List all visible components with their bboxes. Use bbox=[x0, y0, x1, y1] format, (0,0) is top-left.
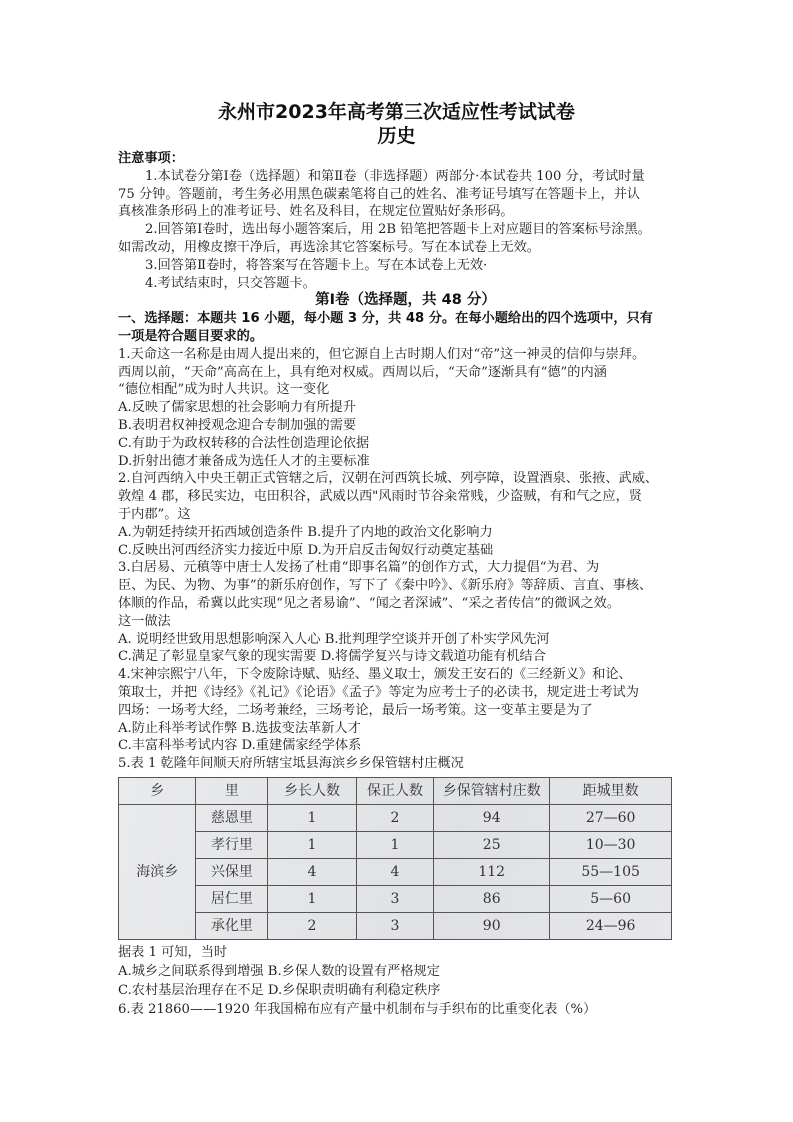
notice-line: 75 分钟。答题前，考生务必用黑色碳素笔将自己的姓名、准考证号填写在答题卡上，并认 bbox=[118, 186, 641, 202]
notice-list bbox=[118, 168, 693, 293]
table-cell: 1 bbox=[268, 804, 356, 831]
table-cell: 3 bbox=[356, 885, 433, 912]
question-line: 这一做法 bbox=[118, 613, 171, 629]
table-header-row bbox=[119, 777, 672, 804]
table-cell: 24—96 bbox=[550, 912, 672, 939]
question-line: C.反映出河西经济实力接近中原 D.为开启反击匈奴行动奠定基础 bbox=[118, 542, 494, 558]
section-instructions-1: 一、选择题：本题共 16 小题，每小题 3 分，共 48 分。在每小题给出的四个选项中，只有 bbox=[118, 311, 653, 327]
exam-title: 永州市2023年高考第三次适应性考试试卷 bbox=[218, 101, 575, 123]
question-line: “德位相配”成为时人共识。这一变化 bbox=[118, 382, 330, 398]
table-cell: 27—60 bbox=[550, 804, 672, 831]
table-1 bbox=[118, 777, 672, 940]
table-row bbox=[119, 858, 672, 885]
table-cell: 兴保里 bbox=[196, 858, 268, 885]
table-row bbox=[119, 804, 672, 831]
notice-line: 1.本试卷分第Ⅰ卷（选择题）和第Ⅱ卷（非选择题）两部分·本试卷共 100 分，考试时量 bbox=[145, 168, 645, 184]
table-cell: 孝行里 bbox=[196, 831, 268, 858]
question-line: 3.白居易、元稹等中唐士人发扬了杜甫“即事名篇”的创作方式，大力提倡“为君、为 bbox=[118, 560, 600, 576]
question-line: 敦煌 4 郡，移民实边，屯田积谷，武威以西"风雨时节谷籴常贱，少盗贼，有和气之应，贤 bbox=[118, 489, 642, 505]
notice-heading: 注意事项： bbox=[118, 151, 184, 166]
after-table-text bbox=[118, 943, 693, 1019]
notice-line: 2.回答第Ⅰ卷时，选出每小题答案后，用 2B 铅笔把答题卡上对应题目的答案标号涂黑。 bbox=[145, 222, 651, 238]
header-cell: 乡保管辖村庄数 bbox=[434, 777, 550, 804]
question-line: A.城乡之间联系得到增强 B.乡保人数的设置有严格规定 bbox=[118, 963, 440, 979]
table-cell: 94 bbox=[434, 804, 550, 831]
exam-body bbox=[118, 150, 693, 1019]
table-cell: 1 bbox=[356, 831, 433, 858]
question-line: 6.表 21860——1920 年我国棉布应有产量中机制布与手织布的比重变化表（%） bbox=[118, 1001, 597, 1017]
question-line: 1.天命这一名称是由周人提出来的，但它源自上古时期人们对“帝”这一神灵的信仰与崇拜。 bbox=[118, 346, 646, 362]
table-row bbox=[119, 912, 672, 939]
question-line: A.反映了儒家思想的社会影响力有所提升 bbox=[118, 400, 356, 416]
table-row bbox=[119, 885, 672, 912]
table-cell: 1 bbox=[268, 885, 356, 912]
table-cell: 86 bbox=[434, 885, 550, 912]
question-line: 2.自河西纳入中央王朝正式管辖之后，汉朝在河西筑长城、列亭障，设置酒泉、张掖、武威、 bbox=[118, 471, 659, 487]
table-cell: 25 bbox=[434, 831, 550, 858]
table-cell: 2 bbox=[268, 912, 356, 939]
table-cell: 4 bbox=[268, 858, 356, 885]
question-line: A.防止科举考试作弊 B.选拔变法革新人才 bbox=[118, 720, 361, 736]
question-line: A. 说明经世致用思想影响深入人心 B.批判理学空谈并开创了朴实学风先河 bbox=[118, 631, 550, 647]
xiang-cell: 海滨乡 bbox=[119, 804, 196, 939]
table-cell: 1 bbox=[268, 831, 356, 858]
question-line: C.有助于为政权转移的合法性创造理论依据 bbox=[118, 435, 370, 451]
question-line: C.农村基层治理存在不足 D.乡保职责明确有利稳定秩序 bbox=[118, 982, 441, 998]
table-cell: 90 bbox=[434, 912, 550, 939]
questions bbox=[118, 346, 693, 773]
table-cell: 承化里 bbox=[196, 912, 268, 939]
table-cell: 3 bbox=[356, 912, 433, 939]
question-line: C.丰富科举考试内容 D.重建儒家经学体系 bbox=[118, 738, 362, 754]
notice-line: 3.回答第Ⅱ卷时，将答案写在答题卡上。写在本试卷上无效· bbox=[145, 257, 488, 273]
header-cell: 距城里数 bbox=[550, 777, 672, 804]
table-cell: 112 bbox=[434, 858, 550, 885]
table-cell: 5—60 bbox=[550, 885, 672, 912]
subject-title: 历史 bbox=[377, 125, 416, 147]
question-line: 策取士，并把《诗经》《礼记》《论语》《孟子》等定为应考士子的必读书，规定进士考试为 bbox=[118, 684, 639, 700]
question-line: 5.表 1 乾隆年间顺天府所辖宝坻县海滨乡乡保管辖村庄概况 bbox=[118, 756, 464, 772]
question-line: 体顺的作品，希冀以此实现“见之者易谕”、“闻之者深诫”、“采之者传信”的微讽之效。 bbox=[118, 595, 621, 611]
header-cell: 里 bbox=[196, 777, 268, 804]
table-cell: 居仁里 bbox=[196, 885, 268, 912]
notice-line: 如需改动，用橡皮擦干净后，再选涂其它答案标号。写在本试卷上无效。 bbox=[118, 239, 540, 255]
header-cell: 乡 bbox=[119, 777, 196, 804]
question-line: 四场：一场考大经，二场考兼经，三场考论，最后一场考策。这一变革主要是为了 bbox=[118, 702, 593, 718]
question-line: B.表明君权神授观念迎合专制加强的需要 bbox=[118, 417, 357, 433]
header-cell: 保正人数 bbox=[356, 777, 433, 804]
question-line: 西周以前，“天命”高高在上，具有绝对权威。西周以后，“天命”逐渐具有“德”的内涵 bbox=[118, 364, 607, 380]
question-line: 据表 1 可知，当时 bbox=[118, 944, 228, 960]
table-cell: 10—30 bbox=[550, 831, 672, 858]
table-cell: 4 bbox=[356, 858, 433, 885]
question-line: 于内郡”。这 bbox=[118, 506, 191, 522]
question-line: D.折射出德才兼备成为选任人才的主要标准 bbox=[118, 453, 370, 469]
question-line: 臣、为民、为物、为事”的新乐府创作，写下了《秦中吟》、《新乐府》等辞质、言直、事核、 bbox=[118, 578, 653, 594]
question-line: 4.宋神宗熙宁八年，下令废除诗赋、贴经、墨义取士，颁发王安石的《三经新义》和论、 bbox=[118, 667, 632, 683]
notice-line: 4.考试结束时，只交答题卡。 bbox=[145, 275, 316, 291]
header-cell: 乡长人数 bbox=[268, 777, 356, 804]
question-line: C.满足了彰显皇家气象的现实需要 D.将儒学复兴与诗文载道功能有机结合 bbox=[118, 649, 546, 665]
notice-line: 真核准条形码上的准考证号、姓名及科目，在规定位置贴好条形码。 bbox=[118, 204, 514, 220]
section-title: 第Ⅰ卷（选择题，共 48 分） bbox=[315, 292, 496, 309]
table-row bbox=[119, 831, 672, 858]
section-instructions-2: 一项是符合题目要求的。 bbox=[118, 328, 264, 344]
table-cell: 2 bbox=[356, 804, 433, 831]
table-cell: 慈恩里 bbox=[196, 804, 268, 831]
table-cell: 55—105 bbox=[550, 858, 672, 885]
question-line: A.为朝廷持续开拓西域创造条件 B.提升了内地的政治文化影响力 bbox=[118, 524, 493, 540]
